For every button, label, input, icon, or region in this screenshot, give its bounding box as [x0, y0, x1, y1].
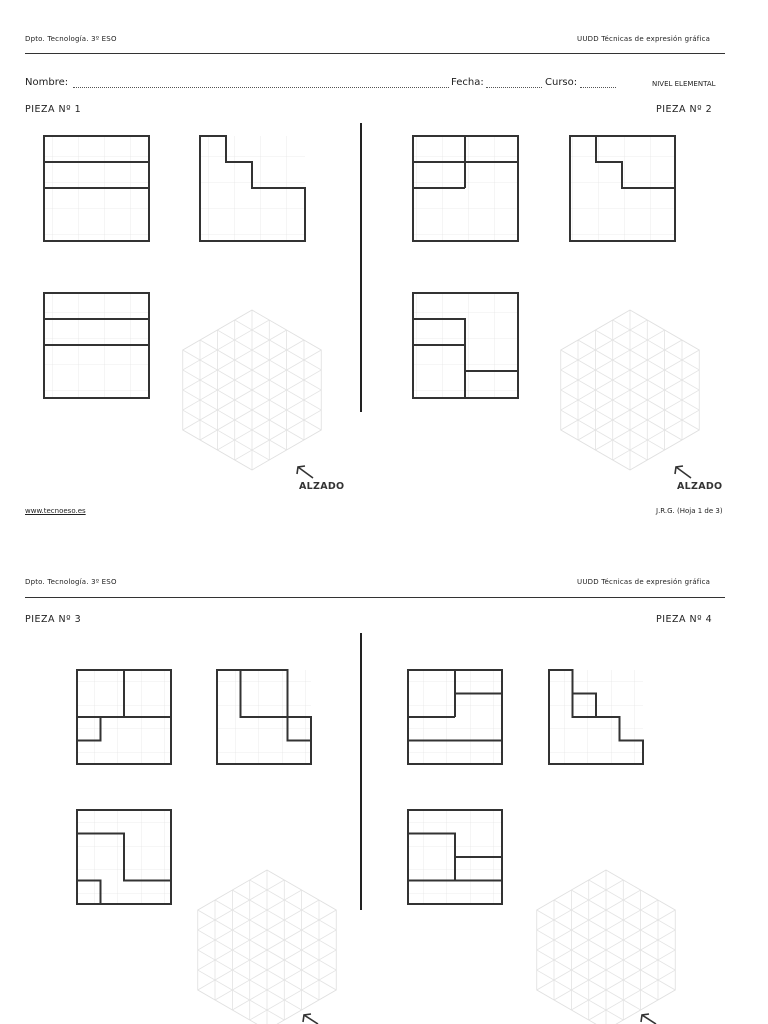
arrow-up-left-icon-1 [297, 466, 313, 478]
pieza-4-label: PIEZA Nº 4 [656, 614, 713, 625]
header-right-2: UUDD Técnicas de expresión gráfica [577, 578, 711, 586]
nivel-label: NIVEL ELEMENTAL [652, 80, 716, 88]
pieza-4-perfil [549, 670, 643, 764]
header-right: UUDD Técnicas de expresión gráfica [577, 35, 711, 43]
header-left-2: Dpto. Tecnología. 3º ESO [25, 578, 117, 586]
pieza-3-alzado [77, 670, 171, 764]
pieza-3-label: PIEZA Nº 3 [25, 614, 82, 625]
pieza-4-planta [408, 810, 502, 904]
pieza-4-alzado [408, 670, 502, 764]
pieza-1-planta [44, 293, 149, 398]
footer-link[interactable]: www.tecnoeso.es [25, 507, 86, 515]
nombre-label: Nombre: [25, 77, 69, 88]
pieza-2-label: PIEZA Nº 2 [656, 104, 713, 115]
fecha-label: Fecha: [451, 77, 484, 88]
pieza-3-perfil [217, 670, 311, 764]
pieza-1-label: PIEZA Nº 1 [25, 104, 82, 115]
isometric-grid-icon-1 [113, 270, 390, 510]
isometric-grid-icon-4 [467, 830, 744, 1024]
pieza-3-planta [77, 810, 171, 904]
pieza-2-perfil [570, 136, 675, 241]
pieza-2-alzado [413, 136, 518, 241]
arrow-up-left-icon-4 [641, 1014, 656, 1024]
header-left: Dpto. Tecnología. 3º ESO [25, 35, 117, 43]
pieza-1-alzado [44, 136, 149, 241]
alzado-label-1: ALZADO [299, 481, 345, 492]
curso-label: Curso: [545, 77, 578, 88]
footer-page: J.R.G. (Hoja 1 de 3) [656, 507, 723, 515]
arrow-up-left-icon-2 [675, 466, 691, 478]
isometric-grid-icon-2 [491, 270, 768, 510]
pieza-1-perfil [200, 136, 305, 241]
alzado-label-2: ALZADO [677, 481, 723, 492]
arrow-up-left-icon-3 [303, 1014, 318, 1024]
pieza-2-planta [413, 293, 518, 398]
